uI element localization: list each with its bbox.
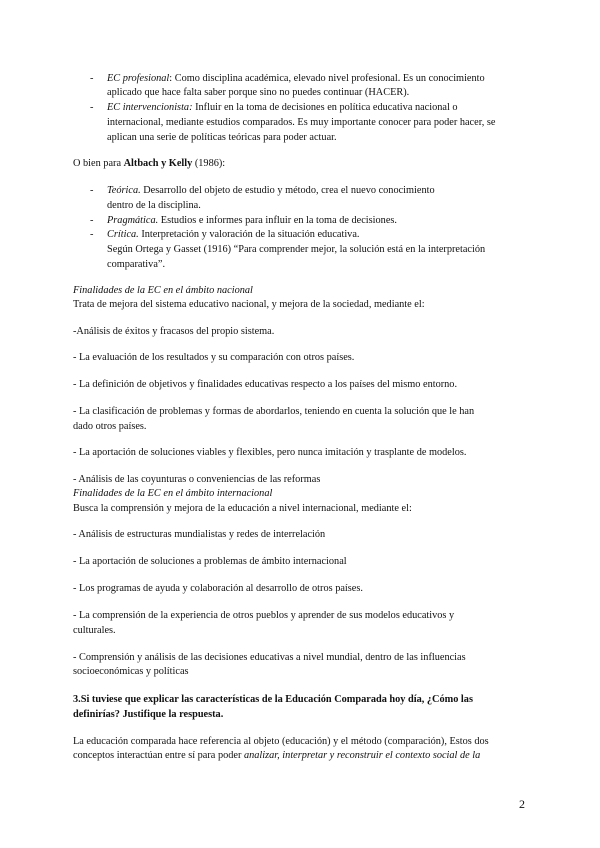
term: Pragmática.	[107, 215, 159, 226]
list-item: - Análisis de las coyunturas o conveniencias de las reformas	[73, 474, 321, 485]
list-item: -Análisis de éxitos y fracasos del propio sistema.	[73, 326, 275, 337]
list-item: - La comprensión de la experiencia de otros pueblos y aprender de sus modelos educativos y	[73, 610, 455, 621]
list-item-continuation: Según Ortega y Gasset (1916) “Para comprender mejor, la solución está en la interpretación	[107, 244, 486, 255]
bullet-dash: -	[90, 185, 94, 196]
list-item: - La aportación de soluciones viables y flexibles, pero nunca imitación y trasplante de modelos.	[73, 447, 467, 458]
list-item-continuation: socioeconómicas y políticas	[73, 666, 189, 677]
list-item-continuation: dentro de la disciplina.	[107, 200, 201, 211]
list-item: - La clasificación de problemas y formas de abordarlos, teniendo en cuenta la solución que le han	[73, 406, 475, 417]
bullet-dash: -	[90, 229, 94, 240]
page-number: 2	[519, 797, 525, 811]
section-heading: Finalidades de la EC en el ámbito internacional	[73, 488, 273, 499]
list-item: - La definición de objetivos y finalidades educativas respecto a los países del mismo entorno.	[73, 379, 458, 390]
section-intro: Trata de mejora del sistema educativo nacional, y mejora de la sociedad, mediante el:	[73, 299, 425, 310]
list-item: - La aportación de soluciones a problemas de ámbito internacional	[73, 556, 347, 567]
list-item-continuation: culturales.	[73, 625, 116, 636]
section-heading: Finalidades de la EC en el ámbito nacional	[73, 285, 253, 296]
list-item: - La evaluación de los resultados y su comparación con otros países.	[73, 352, 355, 363]
list-item: EC intervencionista: Influir en la toma de decisiones en política educativa nacional o	[107, 102, 458, 113]
section-intro: Busca la comprensión y mejora de la educación a nivel internacional, mediante el:	[73, 503, 412, 514]
answer-paragraph-continuation: conceptos interactúan entre sí para poder analizar, interpretar y reconstruir el contexto social de la	[73, 750, 481, 761]
term: Crítica.	[107, 229, 139, 240]
answer-paragraph: La educación comparada hace referencia al objeto (educación) y el método (comparación), Estos dos	[73, 736, 489, 747]
list-item: Pragmática. Estudios e informes para influir en la toma de decisiones.	[107, 215, 397, 226]
term: EC profesional	[107, 73, 170, 84]
bullet-dash: -	[90, 215, 94, 226]
term: Teórica.	[107, 185, 141, 196]
list-item: - Los programas de ayuda y colaboración al desarrollo de otros países.	[73, 583, 363, 594]
term: EC intervencionista:	[107, 102, 193, 113]
list-item-continuation: comparativa”.	[107, 259, 166, 270]
list-item-continuation: internacional, mediante estudios comparados. Es muy importante conocer para poder hacer, se	[107, 117, 496, 128]
question-heading-continuation: definirías? Justifique la respuesta.	[73, 709, 224, 720]
list-item: - Comprensión y análisis de las decisiones educativas a nivel mundial, dentro de las influencias	[73, 652, 466, 663]
list-item: Crítica. Interpretación y valoración de la situación educativa.	[107, 229, 360, 240]
list-item: EC profesional: Como disciplina académica, elevado nivel profesional. Es un conocimiento	[107, 73, 485, 84]
intro-paragraph: O bien para Altbach y Kelly (1986):	[73, 158, 226, 169]
question-heading: 3.Si tuviese que explicar las características de la Educación Comparada hoy día, ¿Cómo las	[73, 694, 473, 705]
list-item-continuation: aplican una serie de políticas teóricas para poder actuar.	[107, 132, 337, 143]
bullet-dash: -	[90, 73, 94, 84]
bullet-dash: -	[90, 102, 94, 113]
list-item-continuation: aplicado que hace falta saber porque sino no puedes continuar (HACER).	[107, 87, 410, 98]
list-item: Teórica. Desarrollo del objeto de estudio y método, crea el nuevo conocimiento	[107, 185, 435, 196]
list-item-continuation: dado otros países.	[73, 421, 147, 432]
list-item: - Análisis de estructuras mundialistas y redes de interrelación	[73, 529, 326, 540]
